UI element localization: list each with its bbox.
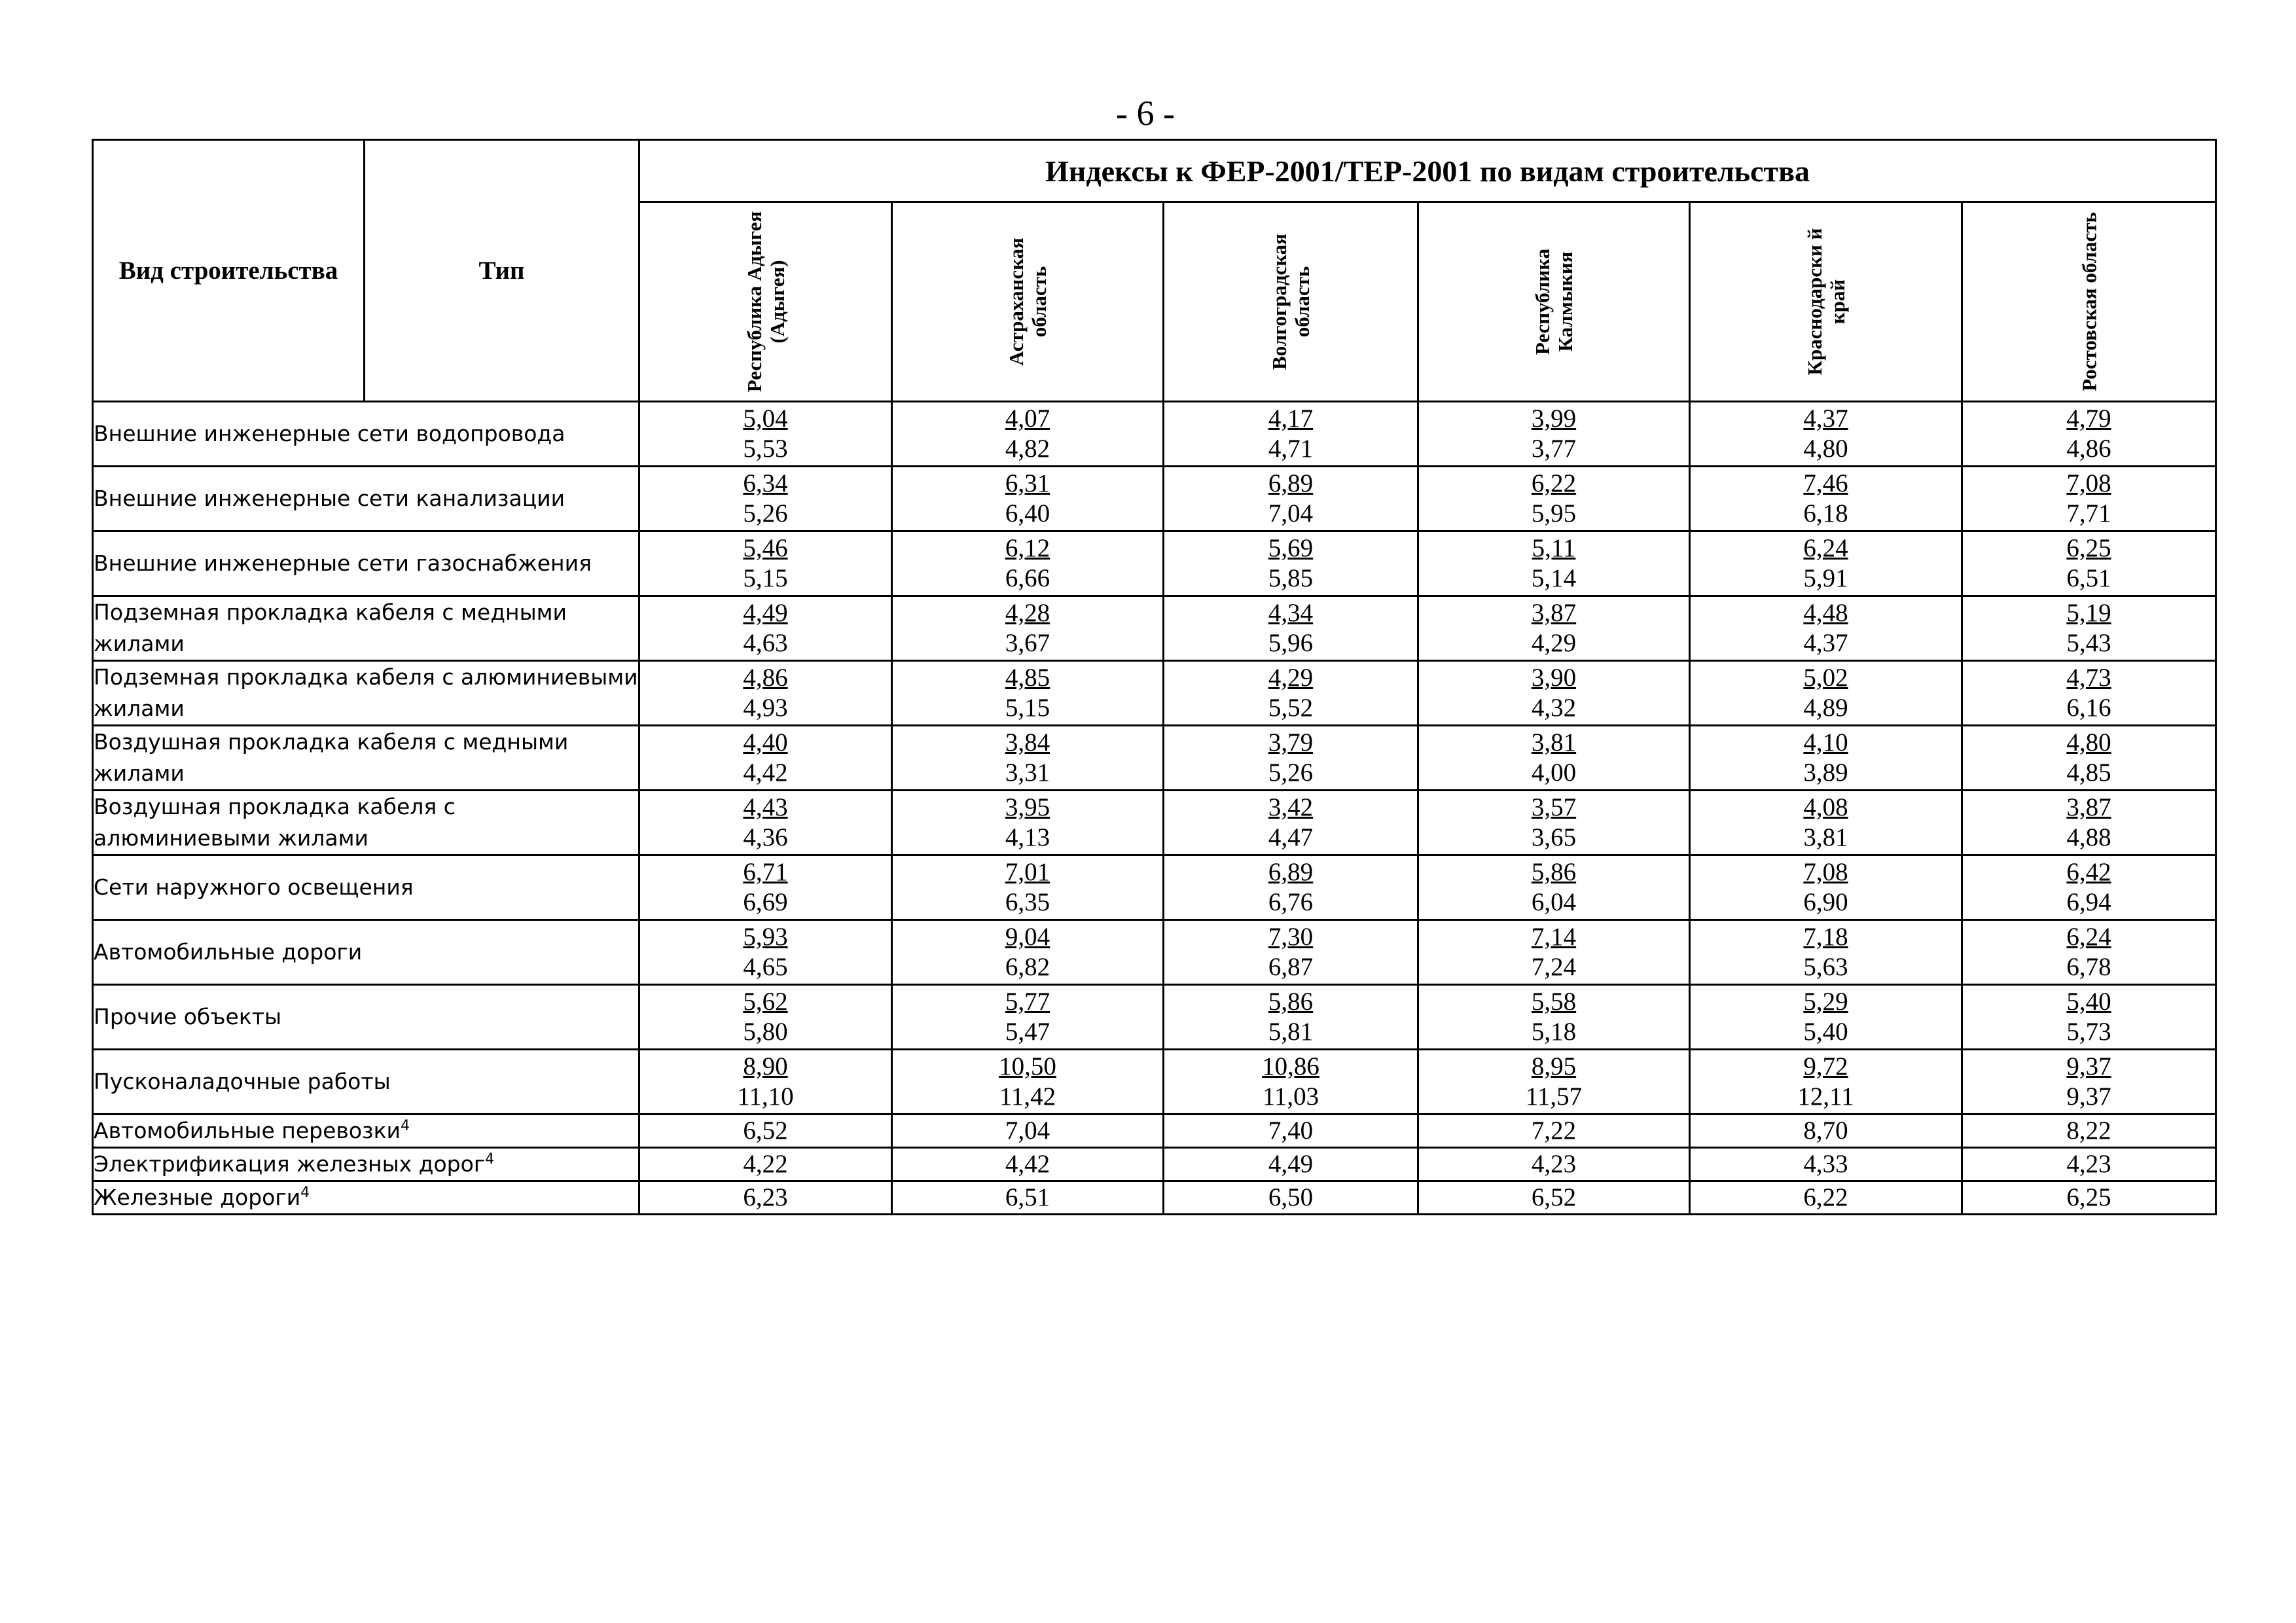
- index-cell: [892, 1050, 1164, 1115]
- index-cell: [1962, 596, 2216, 661]
- index-value-bottom: 4,82: [1005, 435, 1050, 463]
- index-cell: [639, 791, 892, 855]
- row-label-text: Электрификация железных дорог: [94, 1151, 486, 1177]
- index-value-bottom: 5,91: [1803, 564, 1848, 592]
- table-body: [93, 402, 2216, 1215]
- index-value-top: 6,12: [1005, 534, 1050, 562]
- index-value: 4,23: [1962, 1148, 2216, 1181]
- index-value-top: 5,86: [1268, 988, 1314, 1016]
- index-value-top: 3,42: [1268, 793, 1314, 821]
- region-header-astrakhan: [892, 202, 1164, 402]
- column-header-construction-kind: Вид строительства: [93, 140, 365, 402]
- index-value-bottom: 4,13: [1005, 823, 1050, 851]
- index-value-top: 3,81: [1531, 728, 1577, 757]
- index-cell: [1690, 402, 1962, 467]
- index-value-bottom: 3,31: [1005, 758, 1050, 787]
- index-value-bottom: 11,10: [737, 1082, 794, 1111]
- index-value-top: 7,18: [1803, 923, 1848, 951]
- table-row: [93, 402, 2216, 467]
- index-cell: [1690, 531, 1962, 596]
- index-value-top: 4,49: [743, 599, 788, 627]
- index-value-bottom: 6,18: [1803, 499, 1848, 527]
- index-value-top: 5,77: [1005, 988, 1050, 1016]
- index-cell: [1962, 402, 2216, 467]
- index-cell: [1962, 467, 2216, 531]
- index-value-top: 6,34: [743, 469, 788, 497]
- index-value: 6,23: [639, 1181, 892, 1215]
- region-label: Республика Калмыкия: [1531, 248, 1577, 355]
- index-cell: [1164, 661, 1418, 726]
- index-value-bottom: 5,85: [1268, 564, 1314, 592]
- index-value-bottom: 6,78: [2066, 953, 2111, 981]
- footnote-marker: 4: [300, 1185, 310, 1201]
- index-value-bottom: 3,81: [1803, 823, 1848, 851]
- index-value-top: 4,40: [743, 728, 788, 757]
- index-cell: [892, 531, 1164, 596]
- index-cell: [1962, 920, 2216, 985]
- index-value-bottom: 5,18: [1531, 1018, 1577, 1046]
- index-cell: [1690, 467, 1962, 531]
- index-value-bottom: 4,37: [1803, 629, 1848, 657]
- index-value-top: 4,73: [2066, 664, 2111, 692]
- table-row: [93, 467, 2216, 531]
- index-value-top: 7,46: [1803, 469, 1848, 497]
- index-value-top: 4,28: [1005, 599, 1050, 627]
- index-cell: [1962, 1050, 2216, 1115]
- index-value-top: 6,25: [2066, 534, 2111, 562]
- region-label: Астраханская область: [1005, 238, 1050, 366]
- index-value-bottom: 3,89: [1803, 758, 1848, 787]
- index-value-bottom: 9,37: [2066, 1082, 2111, 1111]
- index-value-top: 7,14: [1531, 923, 1577, 951]
- index-value-top: 7,08: [2066, 469, 2111, 497]
- index-value-top: 5,62: [743, 988, 788, 1016]
- index-value-bottom: 6,16: [2066, 694, 2111, 722]
- region-label: Ростовская область: [2077, 212, 2100, 391]
- table-row: [93, 1181, 2216, 1215]
- index-value-bottom: 5,95: [1531, 499, 1577, 527]
- index-value-bottom: 5,53: [743, 435, 788, 463]
- index-cell: [892, 920, 1164, 985]
- index-value: 4,23: [1418, 1148, 1690, 1181]
- table-header: [93, 140, 2216, 402]
- table-row: [93, 855, 2216, 920]
- index-cell: [1962, 791, 2216, 855]
- index-cell: [1418, 531, 1690, 596]
- index-cell: [1164, 855, 1418, 920]
- index-value-bottom: 5,40: [1803, 1018, 1848, 1046]
- index-value-bottom: 5,96: [1268, 629, 1314, 657]
- index-value-top: 9,37: [2066, 1052, 2111, 1080]
- index-cell: [892, 726, 1164, 791]
- index-cell: [1164, 985, 1418, 1050]
- index-value-bottom: 6,66: [1005, 564, 1050, 592]
- index-value-top: 6,24: [2066, 923, 2111, 951]
- index-cell: [892, 596, 1164, 661]
- index-value-top: 5,04: [743, 404, 788, 433]
- index-value-top: 7,08: [1803, 858, 1848, 886]
- index-value-bottom: 3,65: [1531, 823, 1577, 851]
- index-value-top: 8,90: [743, 1052, 788, 1080]
- index-value-bottom: 4,42: [743, 758, 788, 787]
- index-cell: [639, 1050, 892, 1115]
- index-value-bottom: 4,00: [1531, 758, 1577, 787]
- index-value-top: 3,57: [1531, 793, 1577, 821]
- index-value-bottom: 4,85: [2066, 758, 2111, 787]
- index-value-top: 5,40: [2066, 988, 2111, 1016]
- index-cell: [1418, 596, 1690, 661]
- index-cell: [1164, 596, 1418, 661]
- index-cell: [1418, 726, 1690, 791]
- index-value-top: 7,30: [1268, 923, 1314, 951]
- index-value-top: 3,79: [1268, 728, 1314, 757]
- table-row: [93, 1050, 2216, 1115]
- index-value-bottom: 4,88: [2066, 823, 2111, 851]
- index-value-top: 4,48: [1803, 599, 1848, 627]
- index-value-bottom: 4,71: [1268, 435, 1314, 463]
- index-value-bottom: 5,26: [1268, 758, 1314, 787]
- index-cell: [639, 920, 892, 985]
- index-value-bottom: 6,76: [1268, 888, 1314, 916]
- index-value-bottom: 12,11: [1797, 1082, 1854, 1111]
- index-cell: [1962, 855, 2216, 920]
- index-value-top: 3,90: [1531, 664, 1577, 692]
- index-value-top: 9,72: [1803, 1052, 1848, 1080]
- row-label-text: Автомобильные перевозки: [94, 1118, 401, 1143]
- index-value-bottom: 3,67: [1005, 629, 1050, 657]
- region-label: Республика Адыгея (Адыгея): [742, 211, 789, 393]
- index-value-bottom: 4,63: [743, 629, 788, 657]
- index-value-top: 4,10: [1803, 728, 1848, 757]
- index-value-bottom: 4,36: [743, 823, 788, 851]
- index-cell: [1418, 791, 1690, 855]
- index-value-bottom: 6,40: [1005, 499, 1050, 527]
- region-header-adygea: [639, 202, 892, 402]
- row-label: Внешние инженерные сети газоснабжения: [93, 531, 639, 596]
- index-cell: [1690, 985, 1962, 1050]
- row-label: Внешние инженерные сети водопровода: [93, 402, 639, 467]
- index-cell: [1962, 726, 2216, 791]
- index-value-top: 5,86: [1531, 858, 1577, 886]
- index-value-top: 5,69: [1268, 534, 1314, 562]
- index-cell: [892, 661, 1164, 726]
- index-value-bottom: 6,35: [1005, 888, 1050, 916]
- index-cell: [639, 985, 892, 1050]
- index-value: 7,40: [1164, 1115, 1418, 1148]
- index-cell: [639, 726, 892, 791]
- index-value-bottom: 5,52: [1268, 694, 1314, 722]
- index-cell: [892, 855, 1164, 920]
- index-cell: [892, 402, 1164, 467]
- index-value-top: 4,07: [1005, 404, 1050, 433]
- index-value: 7,04: [892, 1115, 1164, 1148]
- index-cell: [1962, 661, 2216, 726]
- footnote-marker: 4: [485, 1151, 495, 1168]
- index-cell: [1690, 1050, 1962, 1115]
- index-cell: [1418, 1050, 1690, 1115]
- index-value: 6,52: [1418, 1181, 1690, 1215]
- row-label-text: Железные дороги: [94, 1185, 301, 1210]
- index-value-top: 9,04: [1005, 923, 1050, 951]
- index-value: 4,22: [639, 1148, 892, 1181]
- index-value-top: 3,87: [2066, 793, 2111, 821]
- index-cell: [1690, 791, 1962, 855]
- index-value-top: 4,37: [1803, 404, 1848, 433]
- region-header-kalmykia: [1418, 202, 1690, 402]
- index-cell: [1418, 920, 1690, 985]
- index-value: 6,22: [1690, 1181, 1962, 1215]
- index-value: 8,22: [1962, 1115, 2216, 1148]
- row-label: [93, 1181, 639, 1215]
- index-value-top: 6,42: [2066, 858, 2111, 886]
- row-label: Автомобильные дороги: [93, 920, 639, 985]
- index-value-bottom: 4,86: [2066, 435, 2111, 463]
- table-row: [93, 1115, 2216, 1148]
- table-row: [93, 726, 2216, 791]
- index-value-bottom: 6,04: [1531, 888, 1577, 916]
- index-value-bottom: 4,65: [743, 953, 788, 981]
- index-value-bottom: 11,42: [999, 1082, 1056, 1111]
- row-label: Воздушная прокладка кабеля с медными жилами: [93, 726, 639, 791]
- index-value-top: 5,02: [1803, 664, 1848, 692]
- table-row: [93, 596, 2216, 661]
- index-value: 4,49: [1164, 1148, 1418, 1181]
- row-label: Воздушная прокладка кабеля с алюминиевыми жилами: [93, 791, 639, 855]
- index-value-top: 4,43: [743, 793, 788, 821]
- index-value-top: 10,50: [999, 1052, 1056, 1080]
- indexes-header: Индексы к ФЕР-2001/ТЕР-2001 по видам строительства: [639, 140, 2216, 202]
- index-value-top: 5,93: [743, 923, 788, 951]
- index-value: 6,25: [1962, 1181, 2216, 1215]
- index-cell: [892, 791, 1164, 855]
- index-value-bottom: 5,81: [1268, 1018, 1314, 1046]
- index-value-top: 4,85: [1005, 664, 1050, 692]
- region-label: Волгоградская область: [1268, 234, 1314, 370]
- index-value-top: 3,84: [1005, 728, 1050, 757]
- index-cell: [1418, 402, 1690, 467]
- index-cell: [1164, 726, 1418, 791]
- index-value-top: 4,80: [2066, 728, 2111, 757]
- index-cell: [1962, 985, 2216, 1050]
- index-value: 6,51: [892, 1181, 1164, 1215]
- row-label: [93, 1148, 639, 1181]
- index-cell: [639, 855, 892, 920]
- column-header-type: Тип: [365, 140, 639, 402]
- index-value: 6,52: [639, 1115, 892, 1148]
- index-value-top: 4,79: [2066, 404, 2111, 433]
- index-value-top: 5,29: [1803, 988, 1848, 1016]
- index-value-bottom: 5,14: [1531, 564, 1577, 592]
- index-value: 6,50: [1164, 1181, 1418, 1215]
- index-cell: [1418, 467, 1690, 531]
- index-value-top: 6,89: [1268, 858, 1314, 886]
- index-cell: [1164, 402, 1418, 467]
- index-cell: [639, 531, 892, 596]
- index-value-bottom: 7,04: [1268, 499, 1314, 527]
- index-value-bottom: 5,73: [2066, 1018, 2111, 1046]
- index-cell: [639, 467, 892, 531]
- index-cell: [1690, 661, 1962, 726]
- index-value-top: 4,34: [1268, 599, 1314, 627]
- index-value-top: 5,58: [1531, 988, 1577, 1016]
- index-cell: [1690, 920, 1962, 985]
- index-value-top: 3,87: [1531, 599, 1577, 627]
- index-value-bottom: 6,69: [743, 888, 788, 916]
- region-label: Краснодарски й край: [1803, 228, 1849, 376]
- index-value-top: 8,95: [1531, 1052, 1577, 1080]
- index-value-top: 4,08: [1803, 793, 1848, 821]
- index-value-top: 3,95: [1005, 793, 1050, 821]
- index-value: 4,33: [1690, 1148, 1962, 1181]
- construction-index-table: [92, 139, 2217, 1215]
- index-value-top: 4,86: [743, 664, 788, 692]
- row-label: Подземная прокладка кабеля с алюминиевыми жилами: [93, 661, 639, 726]
- region-header-rostov: [1962, 202, 2216, 402]
- index-cell: [1690, 855, 1962, 920]
- index-cell: [1164, 1050, 1418, 1115]
- region-header-volgograd: [1164, 202, 1418, 402]
- index-value-bottom: 5,26: [743, 499, 788, 527]
- index-value: 7,22: [1418, 1115, 1690, 1148]
- index-value-bottom: 3,77: [1531, 435, 1577, 463]
- index-value-top: 3,99: [1531, 404, 1577, 433]
- index-value-bottom: 6,82: [1005, 953, 1050, 981]
- table-row: [93, 531, 2216, 596]
- index-value-top: 5,46: [743, 534, 788, 562]
- index-value-bottom: 5,15: [743, 564, 788, 592]
- row-label: [93, 1115, 639, 1148]
- index-value-top: 6,89: [1268, 469, 1314, 497]
- index-value-top: 10,86: [1262, 1052, 1319, 1080]
- index-value-top: 4,17: [1268, 404, 1314, 433]
- index-value-bottom: 5,80: [743, 1018, 788, 1046]
- index-value-top: 5,19: [2066, 599, 2111, 627]
- index-cell: [1164, 791, 1418, 855]
- index-cell: [639, 661, 892, 726]
- index-cell: [1164, 467, 1418, 531]
- index-value-bottom: 4,29: [1531, 629, 1577, 657]
- index-cell: [1418, 855, 1690, 920]
- index-value-bottom: 5,63: [1803, 953, 1848, 981]
- table-row: [93, 985, 2216, 1050]
- index-value-top: 5,11: [1532, 534, 1576, 562]
- index-value-bottom: 4,32: [1531, 694, 1577, 722]
- row-label: Внешние инженерные сети канализации: [93, 467, 639, 531]
- index-value-bottom: 4,80: [1803, 435, 1848, 463]
- index-cell: [1418, 985, 1690, 1050]
- table-row: [93, 920, 2216, 985]
- table-row: [93, 661, 2216, 726]
- index-cell: [1164, 920, 1418, 985]
- index-value-bottom: 4,89: [1803, 694, 1848, 722]
- table-row: [93, 1148, 2216, 1181]
- index-value-bottom: 5,15: [1005, 694, 1050, 722]
- index-value-top: 6,31: [1005, 469, 1050, 497]
- index-value-top: 6,71: [743, 858, 788, 886]
- index-value-top: 7,01: [1005, 858, 1050, 886]
- index-cell: [1418, 661, 1690, 726]
- index-value-bottom: 4,47: [1268, 823, 1314, 851]
- index-cell: [1164, 531, 1418, 596]
- index-value-top: 6,22: [1531, 469, 1577, 497]
- index-value-bottom: 5,47: [1005, 1018, 1050, 1046]
- index-cell: [892, 467, 1164, 531]
- index-value-top: 6,24: [1803, 534, 1848, 562]
- index-cell: [639, 402, 892, 467]
- index-cell: [1962, 531, 2216, 596]
- row-label: Пусконаладочные работы: [93, 1050, 639, 1115]
- index-cell: [1690, 726, 1962, 791]
- index-cell: [1690, 596, 1962, 661]
- index-value-top: 4,29: [1268, 664, 1314, 692]
- index-value-bottom: 7,71: [2066, 499, 2111, 527]
- index-value-bottom: 6,90: [1803, 888, 1848, 916]
- index-value: 4,42: [892, 1148, 1164, 1181]
- index-value-bottom: 5,43: [2066, 629, 2111, 657]
- index-value-bottom: 11,03: [1262, 1082, 1319, 1111]
- region-header-krasnodar: [1690, 202, 1962, 402]
- page-number: - 6 -: [1116, 94, 1175, 133]
- index-value-bottom: 6,94: [2066, 888, 2111, 916]
- index-value-bottom: 4,93: [743, 694, 788, 722]
- index-cell: [639, 596, 892, 661]
- footnote-marker: 4: [400, 1118, 410, 1134]
- index-cell: [892, 985, 1164, 1050]
- index-value-bottom: 6,51: [2066, 564, 2111, 592]
- index-value-bottom: 7,24: [1531, 953, 1577, 981]
- table-row: [93, 791, 2216, 855]
- index-value-bottom: 11,57: [1525, 1082, 1583, 1111]
- row-label: Прочие объекты: [93, 985, 639, 1050]
- row-label: Подземная прокладка кабеля с медными жилами: [93, 596, 639, 661]
- index-value: 8,70: [1690, 1115, 1962, 1148]
- index-value-bottom: 6,87: [1268, 953, 1314, 981]
- row-label: Сети наружного освещения: [93, 855, 639, 920]
